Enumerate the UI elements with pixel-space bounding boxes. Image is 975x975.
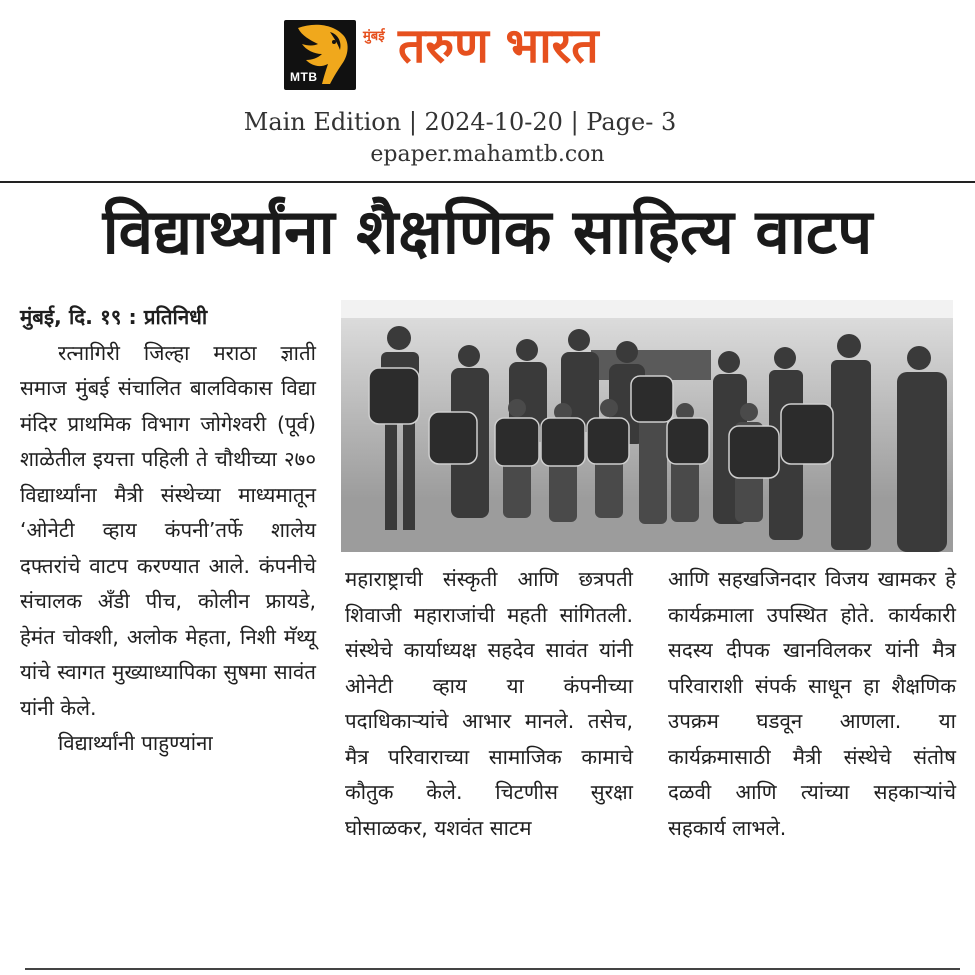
bottom-divider xyxy=(25,968,960,970)
brand-prefix: मुंबई xyxy=(363,29,385,44)
edition-name: Main Edition xyxy=(243,108,402,136)
paragraph-1: रत्नागिरी जिल्हा मराठा ज्ञाती समाज मुंबई संचालित बालविकास विद्या मंदिर प्राथमिक विभाग जोगेश्वरी (पूर्व) शाळेतील इयत्ता पहिली ते चौथीच्या २७० विद्यार्थ्यांना मैत्री संस्थेच्या माध्यमातून ‘ओनेटी व्हाय कंपनी’तर्फे शालेय दफ्तरांचे वाटप करण्यात आले. कंपनीचे संचालक अँडी पीच, कोलीन फ्रायडे, हेमंत चोक्शी, अलोक मेहता, निशी मॅथ्यू यांचे स्वागत मुख्याध्यापिका सुषमा सावंत यांनी केले. xyxy=(20,340,316,720)
lion-logo-icon xyxy=(284,20,356,90)
page-number: Page- 3 xyxy=(586,108,677,136)
brand-name: तरुण भारत xyxy=(398,18,599,74)
article-column-3: आणि सहखजिनदार विजय खामकर हे कार्यक्रमाला उपस्थित होते. कार्यकारी सदस्य दीपक खानविलकर यांनी मैत्र परिवाराशी संपर्क साधून हा शैक्षणिक उपक्रम घडवून आणला. या कार्यक्रमासाठी मैत्री संस्थेचे संतोष दळवी आणि त्यांच्या सहकाऱ्यांचे सहकार्य लाभले. xyxy=(668,567,956,840)
separator: | xyxy=(570,108,587,136)
epaper-url: epaper.mahamtb.con xyxy=(370,142,605,167)
article-column-2: महाराष्ट्राची संस्कृती आणि छत्रपती शिवाजी महाराजांची महती सांगितली. संस्थेचे कार्याध्यक्ष सहदेव सावंत यांनी ओनेटी व्हाय या कंपनीच्या पदाधिकाऱ्यांचे आभार मानले. तसेच, मैत्र परिवाराच्या सामाजिक कामाचे कौतुक केले. चिटणीस सुरक्षा घोसाळकर, यशवंत साटम xyxy=(345,567,633,840)
masthead xyxy=(0,0,975,180)
paragraph-2: विद्यार्थ्यांनी पाहुण्यांना xyxy=(58,731,213,755)
logo-text: MTB xyxy=(290,70,318,84)
dateline: मुंबई, दि. १९ : प्रतिनिधी xyxy=(20,305,208,329)
article-headline: विद्यार्थ्यांना शैक्षणिक साहित्य वाटप xyxy=(102,195,873,268)
article-column-1 xyxy=(20,300,316,762)
top-divider xyxy=(0,181,975,183)
separator: | xyxy=(408,108,425,136)
edition-date: 2024-10-20 xyxy=(424,108,563,136)
edition-line xyxy=(0,108,920,136)
group-photo xyxy=(341,300,953,552)
